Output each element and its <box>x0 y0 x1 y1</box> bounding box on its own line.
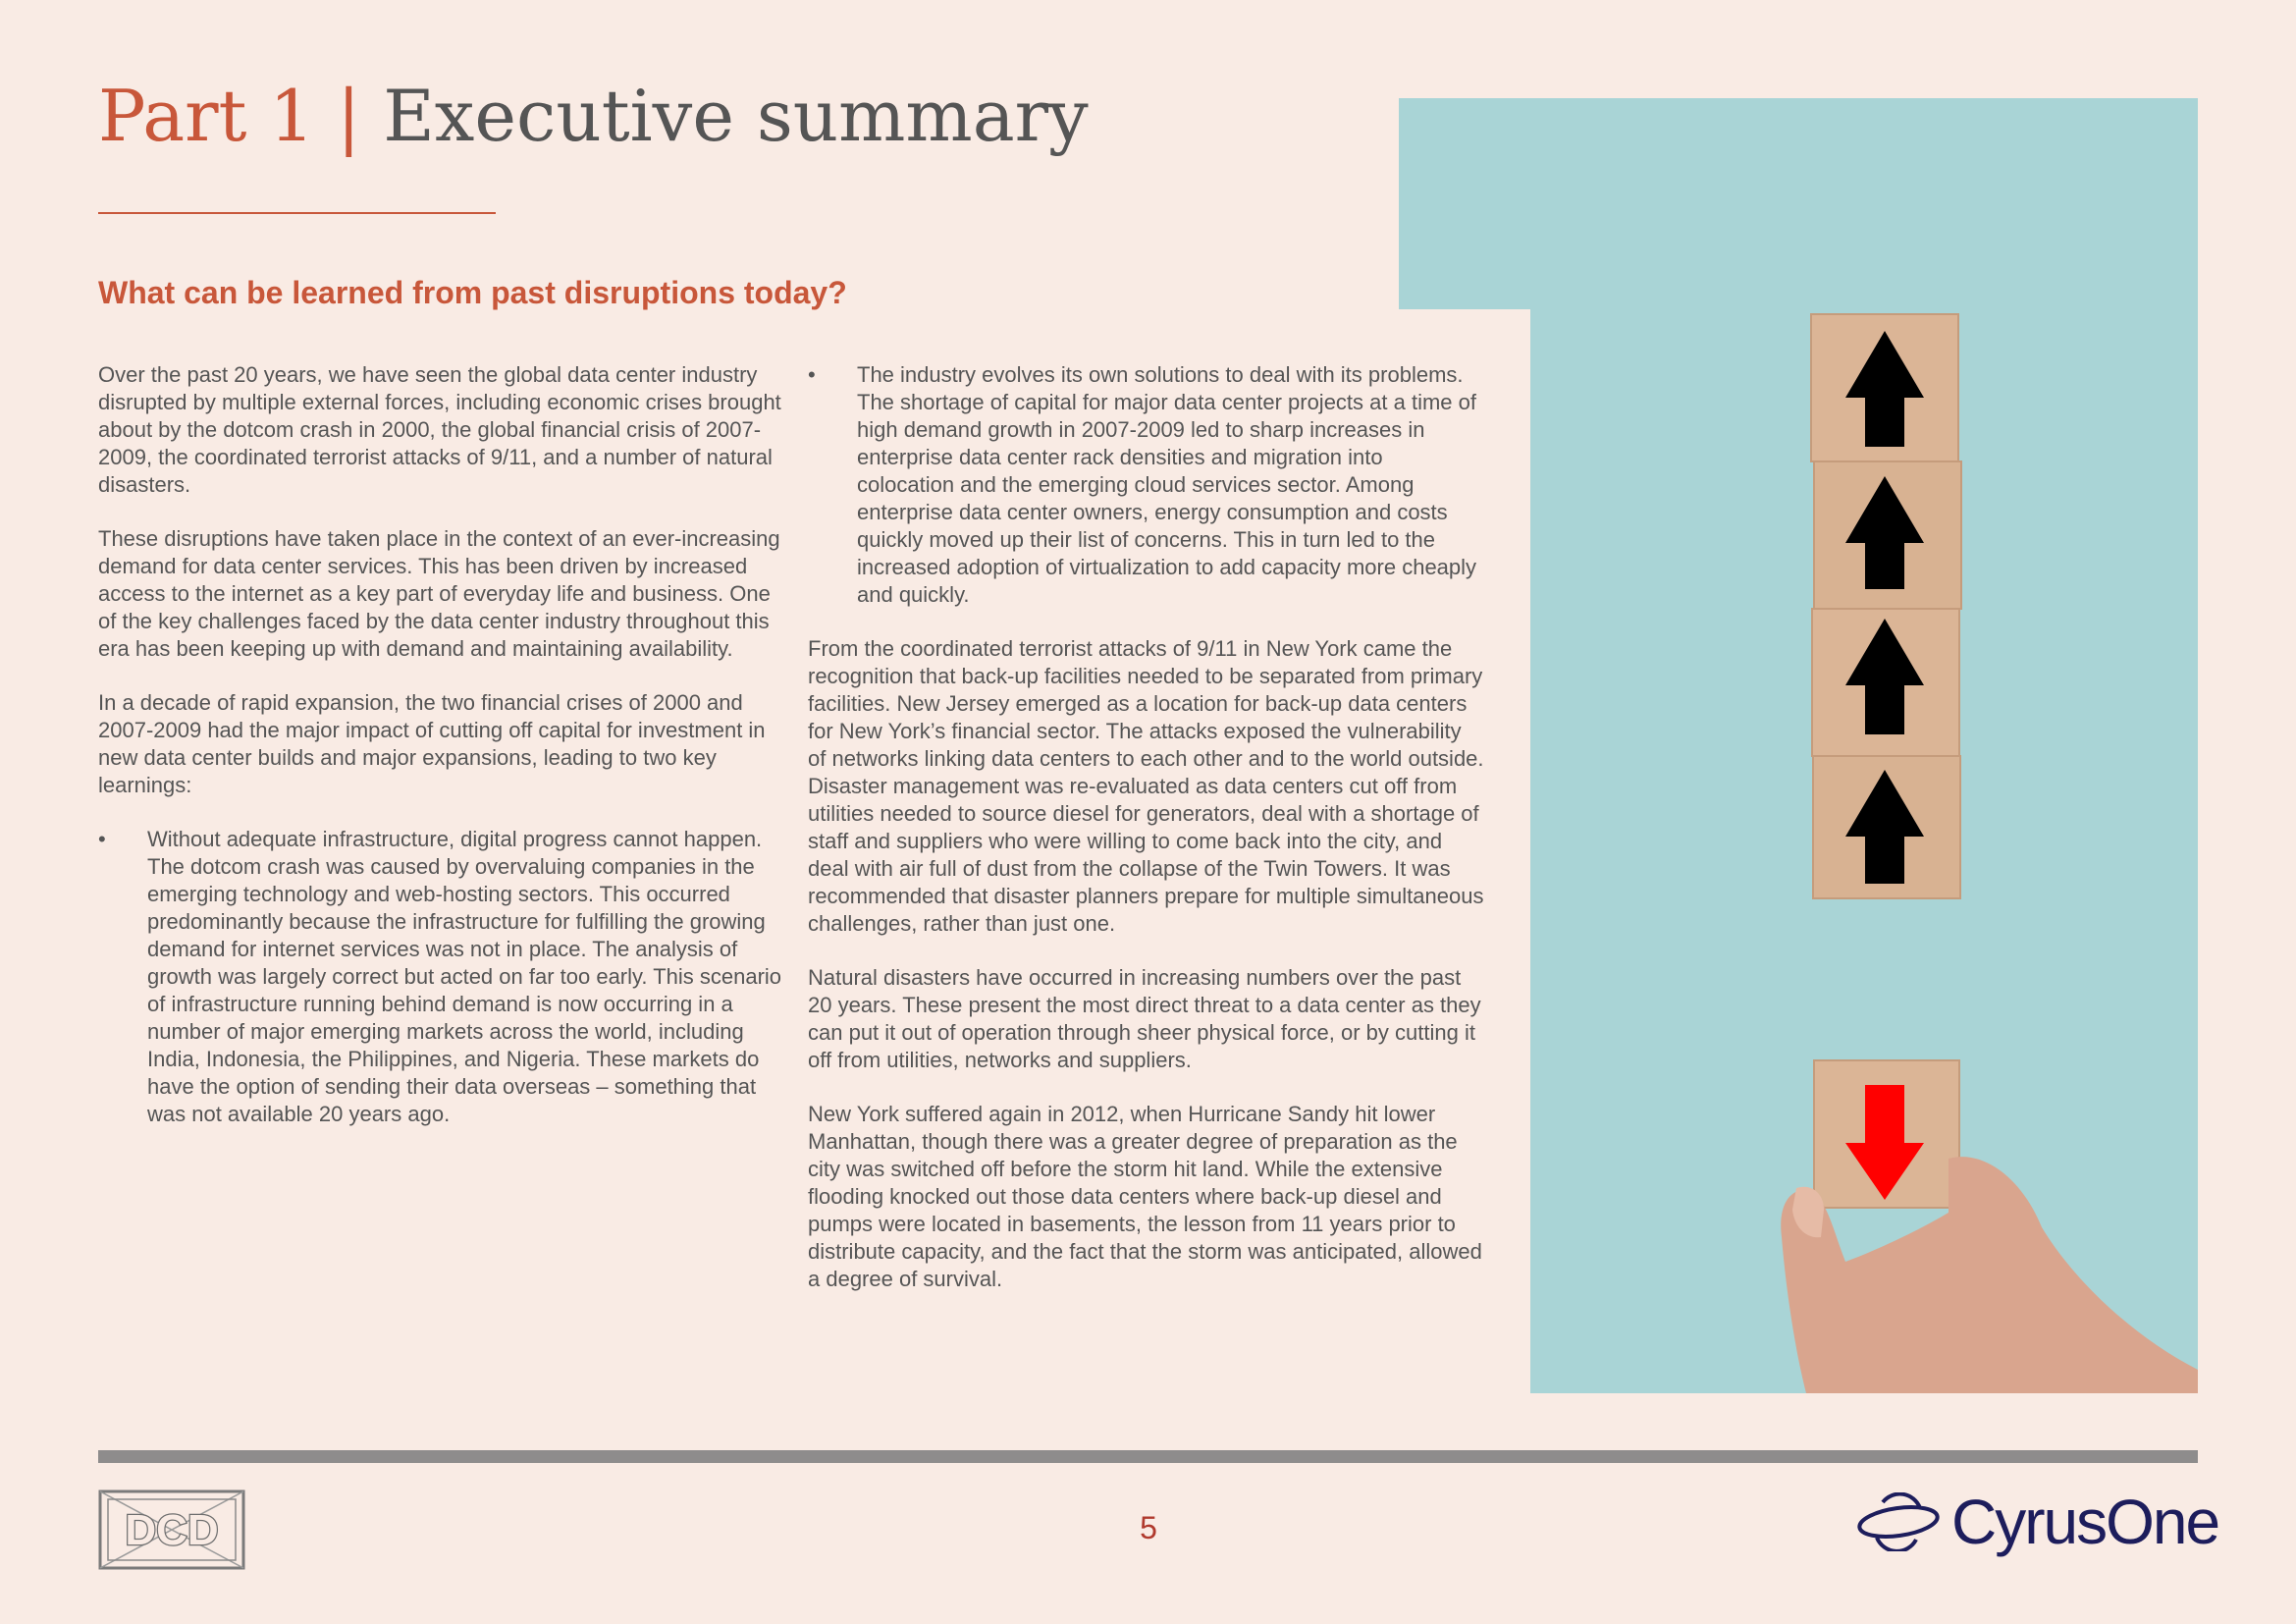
orbit-icon <box>1853 1492 1944 1551</box>
paragraph-6: New York suffered again in 2012, when Hurricane Sandy hit lower Manhattan, though there was a greater degree of preparation as the city was switched off before the storm hit land. While the extensive flooding knocked out those data centers where back-up diesel and pumps were located in basements, the lesson from 11 years prior to distribute capacity, and the fact that the storm was anticipated, allowed a degree of survival. <box>808 1102 1482 1291</box>
up-arrow-block-3 <box>1812 609 1959 756</box>
dcd-logo-text: DCD <box>125 1506 219 1554</box>
title-part: Part 1 <box>98 75 315 157</box>
paragraph-3: In a decade of rapid expansion, the two financial crises of 2000 and 2007-2009 had the major impact of cutting off capital for investment in new data center builds and major expansions, leading to two key learnings: <box>98 690 766 797</box>
paragraph-2: These disruptions have taken place in the context of an ever-increasing demand for data center services. This has been driven by increased access to the internet as a key part of everyday life and business. One of the key challenges faced by the data center industry throughout this era has been keeping up with demand and maintaining availability. <box>98 526 780 661</box>
paragraph-1: Over the past 20 years, we have seen the global data center industry disrupted by multiple external forces, including economic crises brought about by the dotcom crash in 2000, the global financial crisis of 2007-2009, the coordinated terrorist attacks of 9/11, and a number of natural disasters. <box>98 362 781 497</box>
up-arrow-block-2 <box>1814 461 1961 609</box>
paragraph-4: From the coordinated terrorist attacks of 9/11 in New York came the recognition that back-up facilities needed to be separated from primary facilities. New Jersey emerged as a location for back-up data centers for New York’s financial sector. The attacks exposed the vulnerability of networks linking data centers to each other and to the world outside. Disaster management was re-evaluated as data centers cut off from utilities needed to source diesel for generators, deal with a shortage of staff and suppliers who were willing to come back into the city, and deal with air full of dust from the collapse of the Twin Towers. It was recommended that disaster planners prepare for multiple simultaneous challenges, rather than just one. <box>808 636 1484 936</box>
footer-divider <box>98 1450 2198 1463</box>
dcd-logo <box>98 1489 245 1570</box>
down-arrow-block <box>1814 1060 1959 1208</box>
up-arrow-block-4 <box>1813 756 1960 898</box>
up-arrow-block-1 <box>1811 314 1958 461</box>
section-subtitle: What can be learned from past disruptions today? <box>98 275 847 310</box>
title-text: Executive summary <box>383 75 1089 157</box>
paragraph-5: Natural disasters have occurred in increasing numbers over the past 20 years. These present the most direct threat to a data center as they can put it out of operation through sheer physical force, or by cutting it off from utilities, networks and suppliers. <box>808 965 1481 1072</box>
title-separator: | <box>337 75 361 157</box>
brand-name: CyrusOne <box>1951 1487 2219 1557</box>
cyrusone-logo <box>1853 1488 2218 1556</box>
bullet-marker: • <box>808 362 816 387</box>
bullet-text-1: Without adequate infrastructure, digital progress cannot happen. The dotcom crash was caused by overvaluing companies in the emerging technology and web-hosting sectors. This occurred predominantly because the infrastructure for fulfilling the growing demand for internet services was not in place. The analysis of growth was largely correct but acted on far too early. This scenario of infrastructure running behind demand is now occurring in a number of major emerging markets across the world, including India, Indonesia, the Philippines, and Nigeria. These markets do have the option of sending their data overseas – something that was not available 20 years ago. <box>147 827 782 1126</box>
page-number: 5 <box>1140 1510 1157 1545</box>
bullet-marker: • <box>98 827 106 851</box>
bullet-text-2: The industry evolves its own solutions to deal with its problems. The shortage of capital for major data center projects at a time of high demand growth in 2007-2009 led to sharp increases in enterprise data center rack densities and migration into colocation and the emerging cloud services sector. Among enterprise data center owners, energy consumption and costs quickly moved up their list of concerns. This in turn led to the increased adoption of virtualization to add capacity more cheaply and quickly. <box>857 362 1477 607</box>
